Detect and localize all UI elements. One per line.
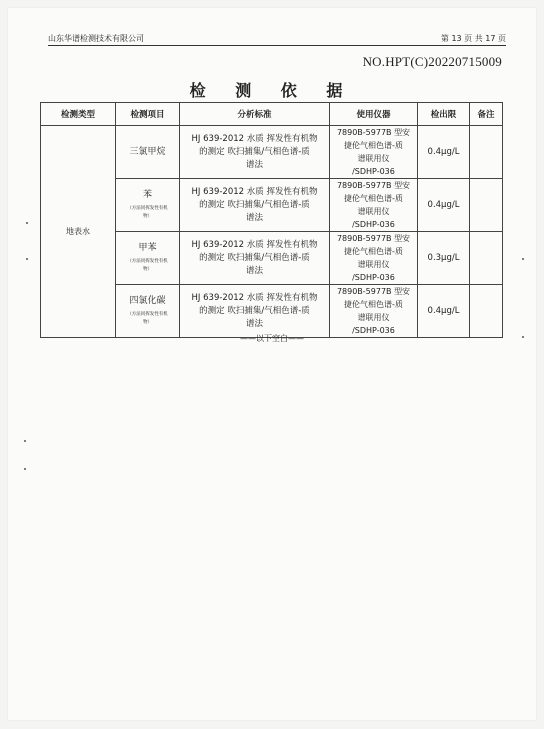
instrument-line: 捷伦气相色谱-质: [344, 247, 403, 256]
item-note-line: （方法同挥发性有机: [127, 206, 168, 211]
item-name: 苯: [142, 190, 152, 200]
instrument-cell: [330, 285, 418, 338]
method-cell: [180, 285, 330, 338]
remark-cell: [470, 285, 503, 338]
method-line: 的测定 吹扫捕集/气相色谱-质: [199, 146, 310, 157]
instrument-line: /SDHP-036: [352, 220, 395, 229]
remark-cell: [470, 179, 503, 232]
item-cell: [116, 126, 180, 179]
item-note-line: （方法同挥发性有机: [127, 259, 168, 264]
column-header: 检测类型: [41, 103, 116, 126]
item-cell: [116, 179, 180, 232]
item-note-line: 物）: [143, 267, 152, 272]
limit-cell: 0.3μg/L: [418, 232, 470, 285]
item-note: [118, 258, 177, 274]
instrument-line: 7890B-5977B 型安: [336, 128, 411, 137]
method-line: HJ 639-2012 水质 挥发性有机物: [191, 239, 318, 250]
method-line: 的测定 吹扫捕集/气相色谱-质: [199, 305, 310, 316]
instrument-line: 捷伦气相色谱-质: [344, 300, 403, 309]
method-line: 谱法: [245, 159, 263, 170]
blank-below-note: ——以下空白——: [240, 334, 304, 343]
binding-hole-mark: [26, 222, 28, 224]
item-cell: [116, 285, 180, 338]
method-line: 谱法: [245, 212, 263, 223]
item-note-line: （方法同挥发性有机: [127, 312, 168, 317]
limit-cell: 0.4μg/L: [418, 179, 470, 232]
method-cell: [180, 126, 330, 179]
item-name: 三氯甲烷: [129, 146, 166, 157]
instrument-line: 7890B-5977B 型安: [336, 181, 411, 190]
item-note: [118, 311, 177, 327]
binding-hole-mark: [26, 258, 28, 260]
column-header: 分析标准: [180, 103, 330, 126]
instrument-line: 捷伦气相色谱-质: [344, 141, 403, 150]
method-line: 谱法: [245, 265, 263, 276]
instrument-line: 谱联用仪: [357, 154, 390, 163]
method-line: HJ 639-2012 水质 挥发性有机物: [191, 292, 318, 303]
instrument-line: /SDHP-036: [352, 167, 395, 176]
instrument-line: 谱联用仪: [357, 260, 390, 269]
binding-hole-mark: [24, 468, 26, 470]
method-line: 谱法: [245, 318, 263, 329]
instrument-line: /SDHP-036: [352, 326, 395, 335]
binding-hole-mark: [522, 258, 524, 260]
method-line: 的测定 吹扫捕集/气相色谱-质: [199, 252, 310, 263]
item-name: 甲苯: [138, 243, 157, 253]
item-note: [118, 205, 177, 221]
category-cell: 地表水: [41, 126, 116, 338]
column-header: 检出限: [418, 103, 470, 126]
binding-hole-mark: [24, 440, 26, 442]
company-name: 山东华谱检测技术有限公司: [48, 34, 144, 43]
instrument-line: 谱联用仪: [357, 207, 390, 216]
item-cell: [116, 232, 180, 285]
basis-table: [40, 102, 503, 338]
instrument-line: 谱联用仪: [357, 313, 390, 322]
item-note-line: 物）: [143, 214, 152, 219]
column-header: 使用仪器: [330, 103, 418, 126]
instrument-cell: [330, 179, 418, 232]
method-line: HJ 639-2012 水质 挥发性有机物: [191, 133, 318, 144]
page-header: [48, 33, 506, 46]
method-line: HJ 639-2012 水质 挥发性有机物: [191, 186, 318, 197]
remark-cell: [470, 126, 503, 179]
instrument-line: /SDHP-036: [352, 273, 395, 282]
table-row: [41, 126, 503, 179]
item-note-line: 物）: [143, 320, 152, 325]
method-cell: [180, 232, 330, 285]
column-header: 检测项目: [116, 103, 180, 126]
limit-cell: 0.4μg/L: [418, 285, 470, 338]
instrument-line: 7890B-5977B 型安: [336, 287, 411, 296]
column-header: 备注: [470, 103, 503, 126]
page-title: 检 测 依 据: [189, 81, 355, 100]
limit-cell: 0.4μg/L: [418, 126, 470, 179]
instrument-cell: [330, 126, 418, 179]
binding-hole-mark: [522, 336, 524, 338]
method-line: 的测定 吹扫捕集/气相色谱-质: [199, 199, 310, 210]
page-number: 第 13 页 共 17 页: [440, 34, 506, 43]
method-cell: [180, 179, 330, 232]
instrument-cell: [330, 232, 418, 285]
instrument-line: 7890B-5977B 型安: [336, 234, 411, 243]
remark-cell: [470, 232, 503, 285]
item-name: 四氯化碳: [129, 296, 166, 306]
instrument-line: 捷伦气相色谱-质: [344, 194, 403, 203]
report-number: NO.HPT(C)20220715009: [362, 54, 502, 69]
table-header-row: [41, 103, 503, 126]
